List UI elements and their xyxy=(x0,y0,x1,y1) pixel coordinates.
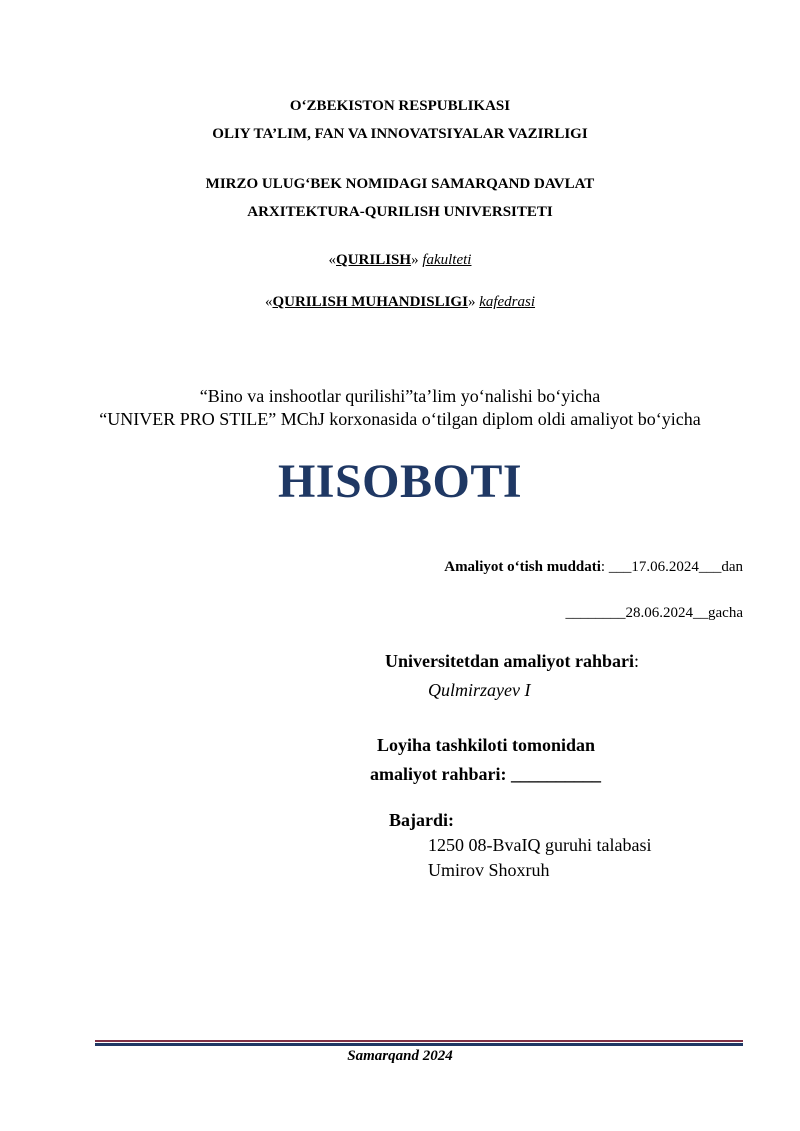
student-group: 1250 08-BvaIQ guruhi talabasi xyxy=(428,835,652,855)
period-from xyxy=(444,559,743,576)
ministry-country: O‘ZBEKISTON RESPUBLIKASI xyxy=(289,98,511,114)
org-supervisor-line2: amaliyot rahbari: __________ xyxy=(370,764,601,784)
footer-city-year: Samarqand 2024 xyxy=(347,1048,453,1064)
intro-line1: “Bino va inshootlar qurilishi”ta’lim yo‘nalishi bo‘yicha xyxy=(199,386,601,406)
department-name: QURILISH MUHANDISLIGI xyxy=(272,294,468,310)
student-name: Umirov Shoxruh xyxy=(428,860,550,880)
faculty-name: QURILISH xyxy=(336,252,412,268)
faculty-suffix: fakulteti xyxy=(422,252,472,268)
uni-supervisor-colon: : xyxy=(634,651,640,671)
department-line xyxy=(0,294,800,311)
period-label: Amaliyot o‘tish muddati xyxy=(444,559,601,575)
report-title: HISOBOTI xyxy=(277,455,523,508)
university-name-line2: ARXITEKTURA-QURILISH UNIVERSITETI xyxy=(247,204,553,220)
department-close-quote: » xyxy=(467,294,476,310)
faculty-line xyxy=(0,252,800,269)
footer-rule-top xyxy=(95,1040,743,1042)
uni-supervisor-label-text: Universitetdan amaliyot rahbari xyxy=(385,651,634,671)
org-supervisor-line1: Loyiha tashkiloti tomonidan xyxy=(377,735,596,755)
performed-label: Bajardi: xyxy=(389,810,454,830)
footer-rule-bottom xyxy=(95,1043,743,1046)
faculty-close-quote: » xyxy=(411,252,419,268)
university-name-line1: MIRZO ULUG‘BEK NOMIDAGI SAMARQAND DAVLAT xyxy=(205,176,595,192)
period-from-value: : ___17.06.2024___dan xyxy=(600,559,743,575)
department-suffix: kafedrasi xyxy=(479,294,536,310)
uni-supervisor-label xyxy=(385,651,639,672)
intro-line2: “UNIVER PRO STILE” MChJ korxonasida o‘tilgan diplom oldi amaliyot bo‘yicha xyxy=(99,409,701,429)
department-open-quote: « xyxy=(264,294,273,310)
period-to: ________28.06.2024__gacha xyxy=(565,605,743,621)
uni-supervisor-name: Qulmirzayev I xyxy=(428,680,531,700)
ministry-name: OLIY TA’LIM, FAN VA INNOVATSIYALAR VAZIRLIGI xyxy=(212,126,588,142)
faculty-open-quote: « xyxy=(328,252,337,268)
